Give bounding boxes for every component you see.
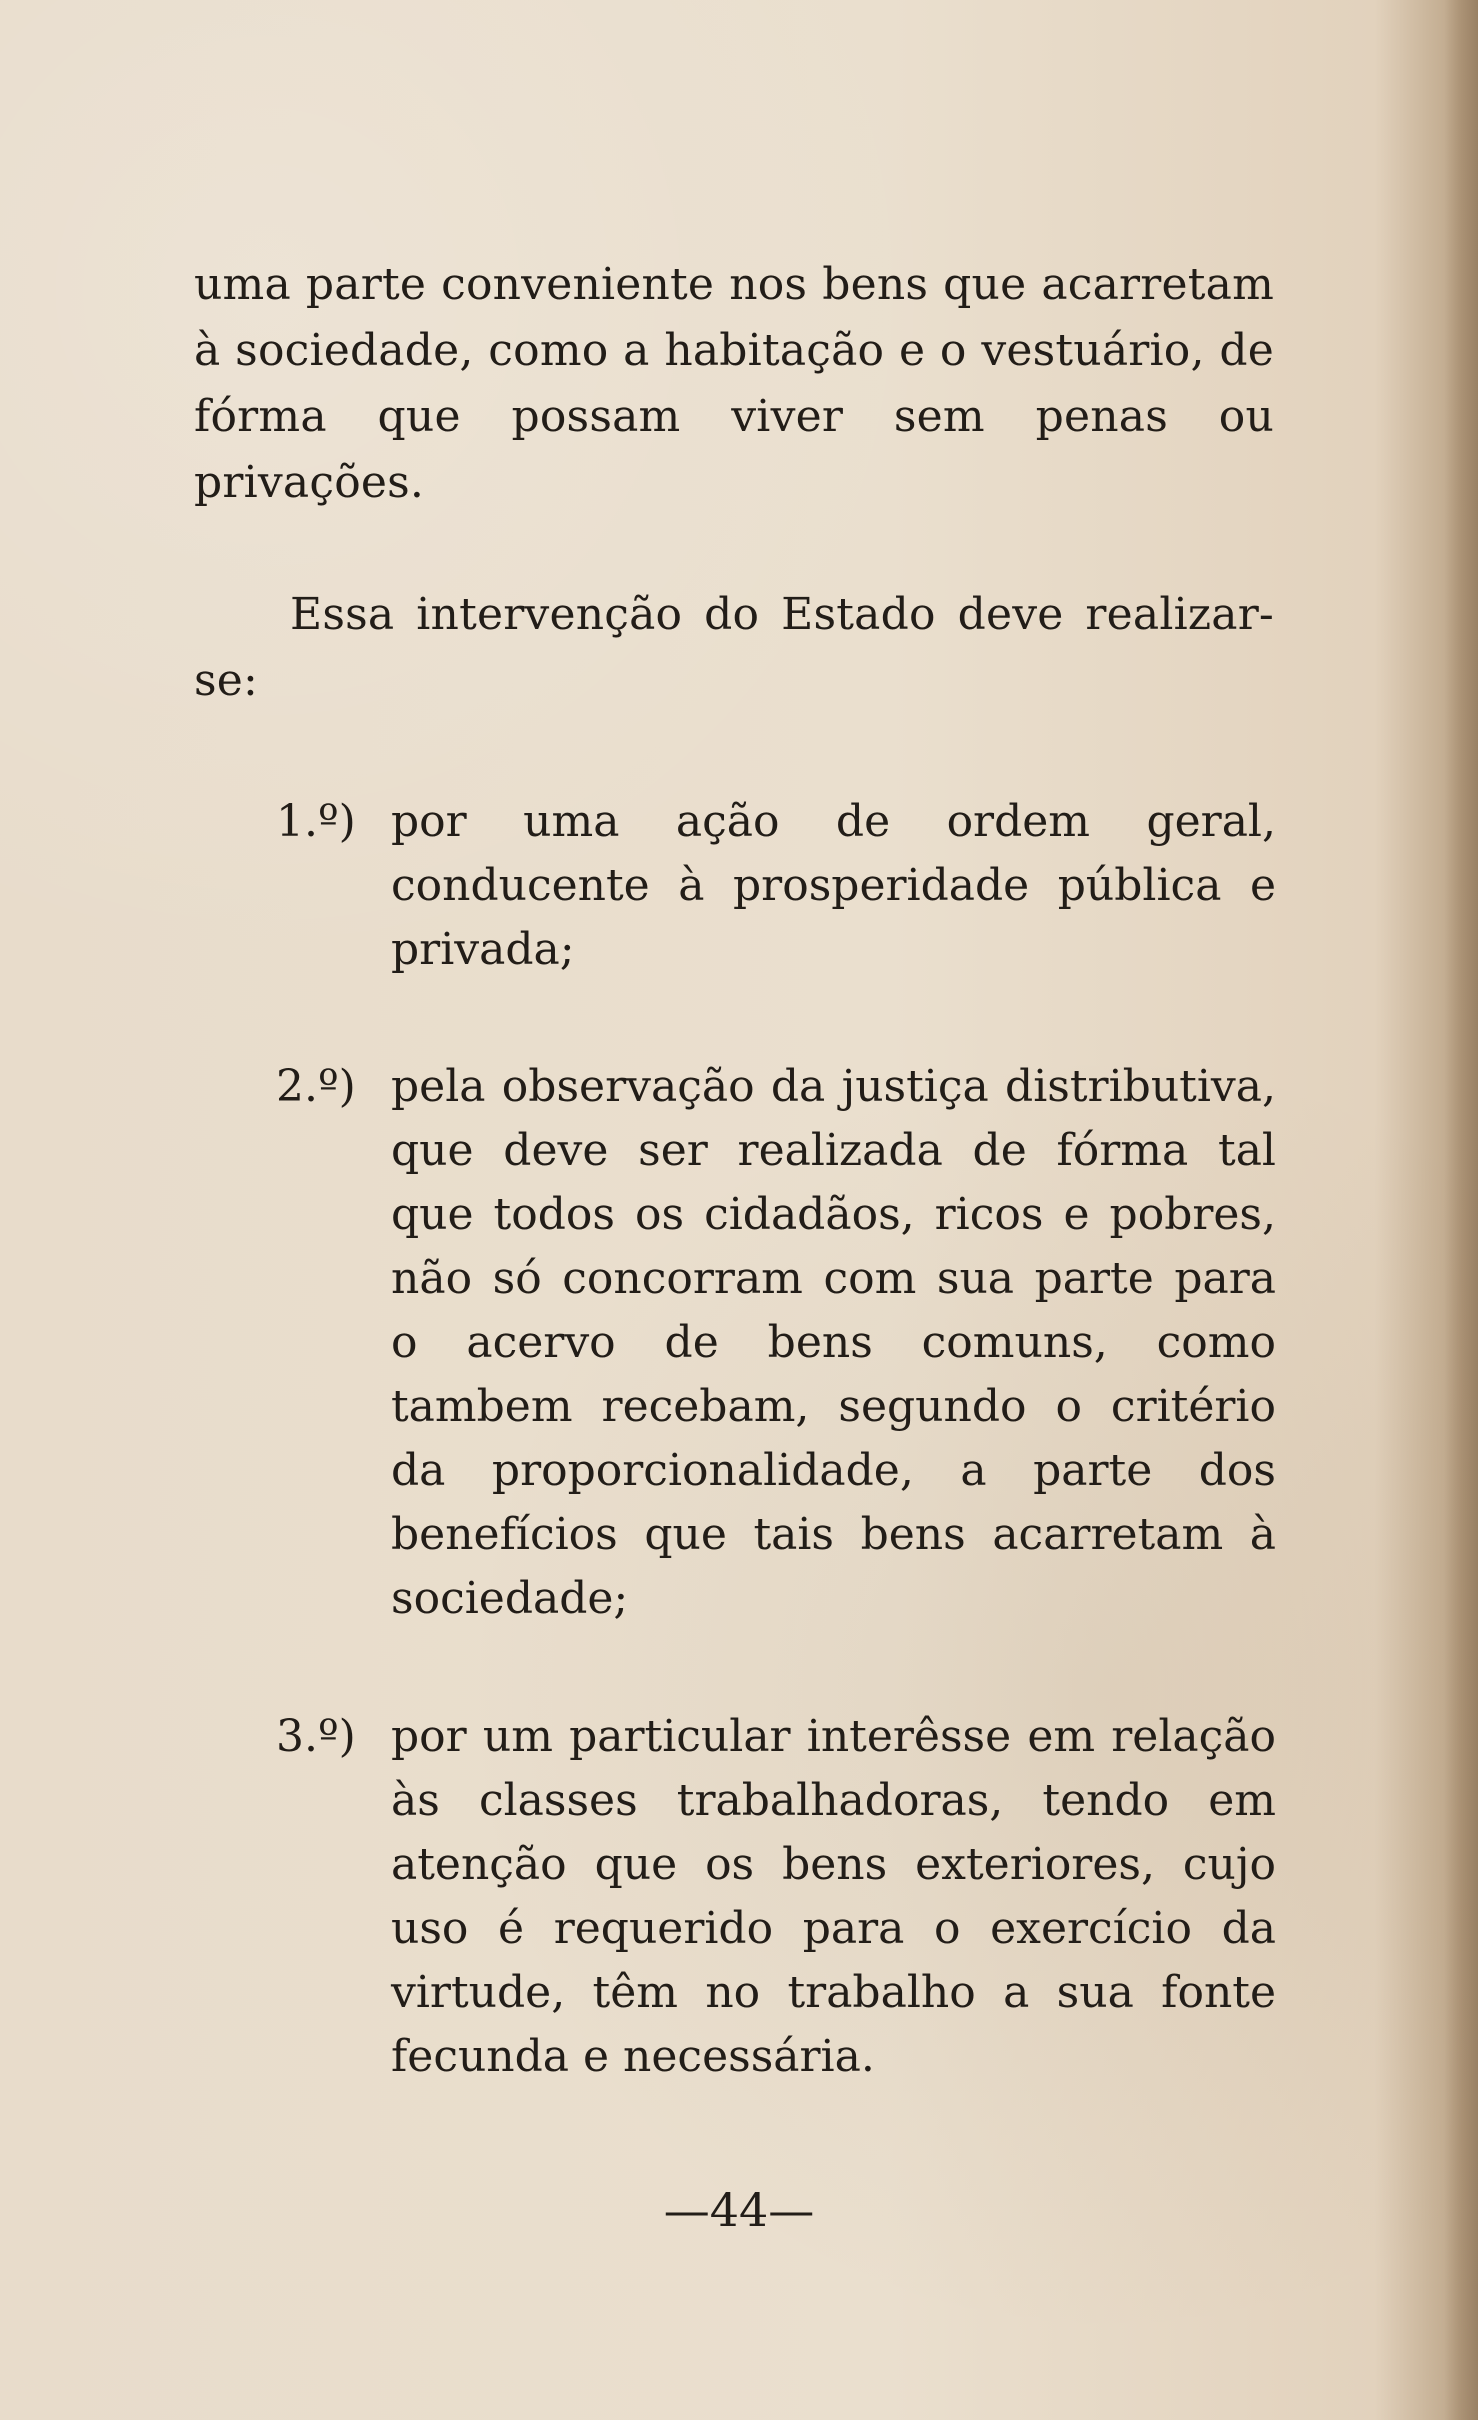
page-number: —44—: [663, 2183, 815, 2237]
list-item-text: pela observação da justiça distributiva, que deve ser realizada de fórma tal que todos os cidadãos, ricos e pobres, não só concorram com sua parte para o acervo de bens comuns, como tambem recebam, segundo o critério da proporcionalidade, a parte dos benefícios que tais bens acarretam à sociedade;: [391, 1061, 1276, 1624]
list-item-text: por um particular interêsse em relação às classes trabalhadoras, tendo em atenção que os bens exteriores, cujo uso é requerido para o exercício da virtude, têm no trabalho a sua fonte fecunda e necessária.: [391, 1711, 1276, 2082]
list-item: [276, 1055, 1276, 1631]
paragraph-continuation: uma parte conveniente nos bens que acarretam à sociedade, como a habitação e o vestuário, de fórma que possam viver sem penas ou privações.: [194, 259, 1274, 508]
list-marker: 3.º): [276, 1711, 356, 1762]
list-item: [276, 1705, 1276, 2089]
list-item: [276, 790, 1276, 982]
list-marker: 1.º): [276, 796, 356, 847]
list-item-text: por uma ação de ordem geral, conducente à prosperidade pública e privada;: [391, 796, 1276, 975]
paragraph-state-intervention: Essa intervenção do Estado deve realizar-se:: [194, 589, 1274, 706]
list-marker: 2.º): [276, 1061, 356, 1112]
